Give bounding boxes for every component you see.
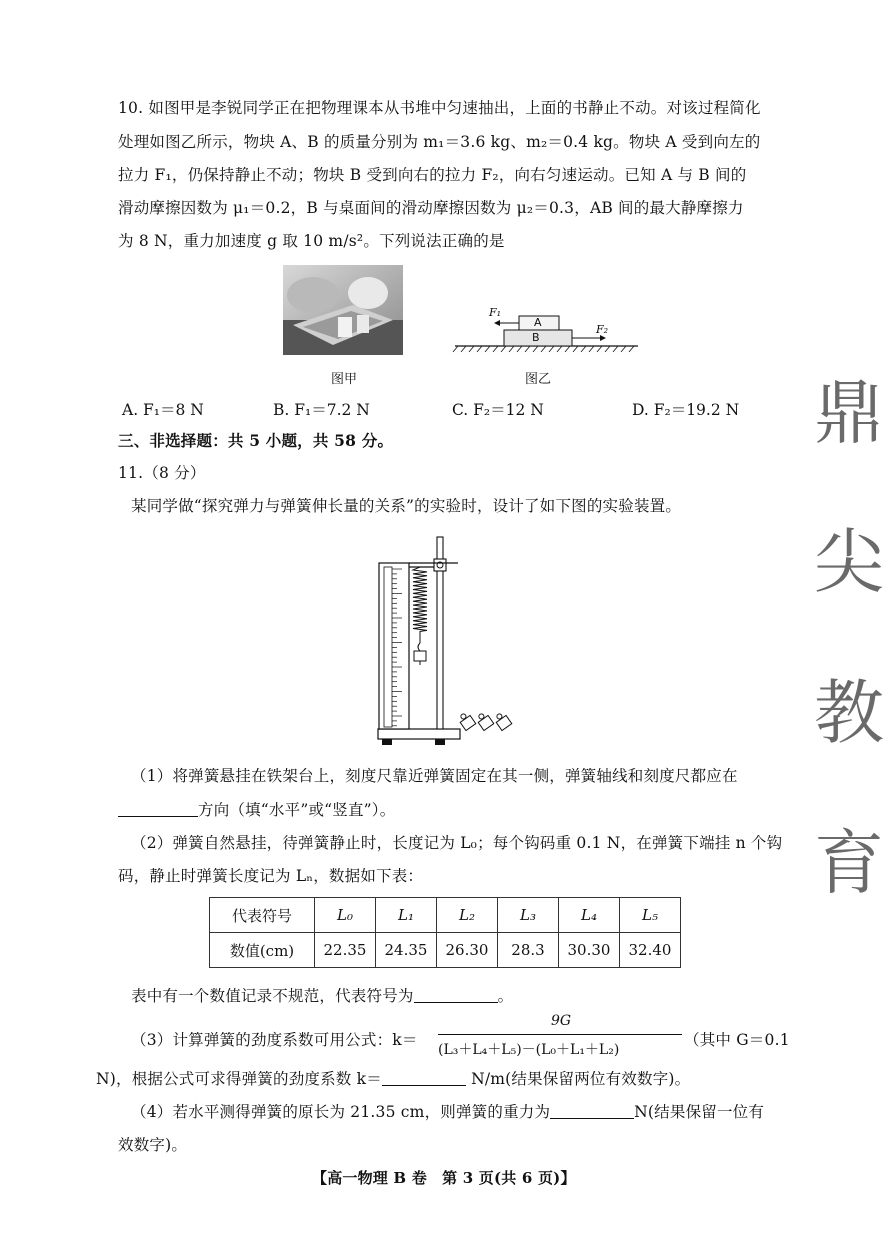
block-b-label: B: [532, 331, 540, 344]
table-cell: 22.35: [315, 933, 376, 968]
q10-line-1: 10. 如图甲是李锐同学正在把物理课本从书堆中匀速抽出，上面的书静止不动。对该过程简化: [118, 99, 761, 117]
answer-blank-4[interactable]: [550, 1103, 634, 1119]
table-header-cell: L₅: [620, 898, 681, 933]
q11-part1-line-2: 方向（填“水平”或“竖直”）。: [118, 800, 395, 820]
table-cell: 24.35: [376, 933, 437, 968]
table-row: [210, 898, 681, 933]
table-header-cell: L₄: [559, 898, 620, 933]
table-cell: 26.30: [437, 933, 498, 968]
q11-part3-line-2: N)，根据公式可求得弹簧的劲度系数 k＝ N/m(结果保留两位有效数字)。: [96, 1070, 691, 1088]
answer-blank-2[interactable]: [414, 987, 498, 1003]
watermark-char: 教: [814, 672, 884, 754]
table-cell: 28.3: [498, 933, 559, 968]
answer-blank-1[interactable]: [118, 801, 198, 817]
table-row: [210, 933, 681, 968]
block-a-label: A: [534, 316, 542, 329]
figure-b-caption: 图乙: [525, 372, 552, 387]
option-a: A. F₁＝8 N: [122, 401, 204, 419]
q11-part4-line-2: 效数字)。: [118, 1136, 188, 1154]
table-header-cell: L₀: [315, 898, 376, 933]
q10-line-5: 为 8 N，重力加速度 g 取 10 m/s²。下列说法正确的是: [118, 232, 505, 250]
spring-length-table: [209, 897, 681, 968]
table-cell: 数值(cm): [210, 933, 315, 968]
q11-intro: 某同学做“探究弹力与弹簧伸长量的关系”的实验时，设计了如下图的实验装置。: [131, 497, 682, 515]
page-footer: 【高一物理 B 卷 第 3 页(共 6 页)】: [312, 1169, 576, 1187]
watermark-char: 尖: [814, 521, 884, 603]
option-c: C. F₂＝12 N: [452, 401, 544, 419]
table-cell: 30.30: [559, 933, 620, 968]
q11-part2-line-3: 表中有一个数值记录不规范，代表符号为 。: [131, 987, 514, 1005]
q11-header: 11.（8 分）: [118, 464, 206, 482]
table-header-cell: 代表符号: [210, 898, 315, 933]
q11-part4-line-1: （4）若水平测得弹簧的原长为 21.35 cm，则弹簧的重力为 N(结果保留一位有: [131, 1103, 765, 1121]
force-f2-label: F₂: [596, 323, 609, 336]
formula-numerator: 9G: [551, 1013, 572, 1029]
fraction-bar: [438, 1034, 682, 1035]
q11-part3-tail: （其中 G＝0.1: [684, 1031, 790, 1049]
table-header-cell: L₁: [376, 898, 437, 933]
spring-apparatus-figure: [370, 533, 530, 748]
figure-b-diagram: [450, 300, 640, 360]
figure-a-photo: [283, 265, 403, 355]
table-header-cell: L₃: [498, 898, 559, 933]
table-header-cell: L₂: [437, 898, 498, 933]
q11-part2-line-2: 码，静止时弹簧长度记为 Lₙ，数据如下表：: [118, 867, 424, 885]
formula-denominator: (L₃＋L₄＋L₅)－(L₀＋L₁＋L₂): [438, 1042, 620, 1058]
watermark-char: 育: [814, 822, 884, 904]
q11-part3-lead: （3）计算弹簧的劲度系数可用公式：k＝: [131, 1031, 418, 1049]
q11-part1-line-1: （1）将弹簧悬挂在铁架台上，刻度尺靠近弹簧固定在其一侧，弹簧轴线和刻度尺都应在: [131, 767, 738, 785]
q10-line-3: 拉力 F₁，仍保持静止不动；物块 B 受到向右的拉力 F₂，向右匀速运动。已知 A 与 B 间的: [118, 166, 747, 184]
section-3-heading: 三、非选择题：共 5 小题，共 58 分。: [118, 431, 394, 450]
q10-line-4: 滑动摩擦因数为 μ₁＝0.2，B 与桌面间的滑动摩擦因数为 μ₂＝0.3，AB 间的最大静摩擦力: [118, 199, 744, 217]
q10-line-2: 处理如图乙所示，物块 A、B 的质量分别为 m₁＝3.6 kg、m₂＝0.4 kg。物块 A 受到向左的: [118, 133, 761, 151]
option-b: B. F₁＝7.2 N: [273, 401, 370, 419]
answer-blank-3[interactable]: [382, 1070, 466, 1086]
force-f1-label: F₁: [489, 306, 502, 319]
figure-a-caption: 图甲: [331, 372, 358, 387]
q11-part2-line-1: （2）弹簧自然悬挂，待弹簧静止时，长度记为 L₀；每个钩码重 0.1 N，在弹簧下端挂 n 个钩: [131, 834, 783, 852]
watermark-char: 鼎: [814, 372, 884, 454]
option-d: D. F₂＝19.2 N: [632, 401, 740, 419]
table-cell: 32.40: [620, 933, 681, 968]
